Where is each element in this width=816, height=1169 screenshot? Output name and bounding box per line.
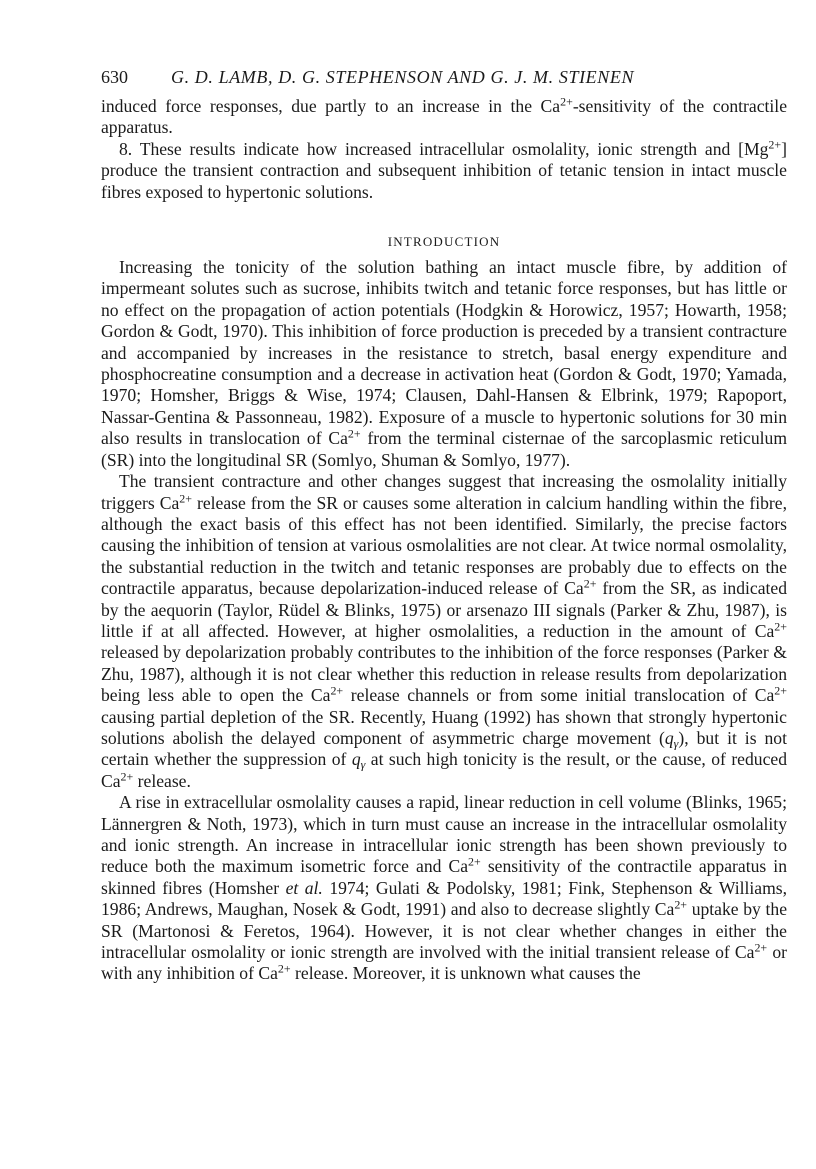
intro-paragraph-2: The transient contracture and other changes suggest that increasing the osmolality initially triggers $Ca^{2+}$ release from the SR or causes some alteration in calcium handling within the fibre, although the exact basis of this effect has not been identified. Similarly, the precise factors causing the inhibition of tension at various osmolalities are not clear. At twice normal osmolality, the substantial reduction in the twitch and tetanic responses are probably due to effects on the contractile apparatus, because depolarization-induced release of $Ca^{2+}$ from the SR, as indicated by the aequorin (Taylor, Rüdel & Blinks, 1975) or arsenazo III signals (Parker & Zhu, 1987), is little if at all affected. However, at higher osmolalities, a reduction in the amount of $Ca^{2+}$ released by depolarization probably contributes to the inhibition of the force responses (Parker & Zhu, 1987), although it is not clear whether this reduction in release results from depolarization being less able to open the $Ca^{2+}$ release channels or from some initial translocation of $Ca^{2+}$ causing partial depletion of the SR. Recently, Huang (1992) has shown that strongly hypertonic solutions abolish the delayed component of asymmetric charge movement $(q_\gamma)$, but it is not certain whether the suppression of $q_\gamma$ at such high tonicity is the result, or the cause, of reduced $Ca^{2+}$ release. — [101, 471, 787, 791]
section-heading-introduction: INTRODUCTION — [387, 234, 501, 250]
intro-paragraph-1: Increasing the tonicity of the solution bathing an intact muscle fibre, by addition of impermeant solutes such as sucrose, inhibits twitch and tetanic force responses, but has little or no effect on the propagation of action potentials (Hodgkin & Horowicz, 1957; Howarth, 1958; Gordon & Godt, 1970). This inhibition of force production is preceded by a transient contracture and accompanied by increases in the resistance to stretch, basal energy expenditure and phosphocreatine consumption and a decrease in activation heat (Gordon & Godt, 1970; Yamada, 1970; Homsher, Briggs & Wise, 1974; Clausen, Dahl-Hansen & Elbrink, 1979; Rapoport, Nassar-Gentina & Passonneau, 1982). Exposure of a muscle to hypertonic solutions for 30 min also results in translocation of $Ca^{2+}$ from the terminal cisternae of the sarcoplasmic reticulum (SR) into the longitudinal SR (Somlyo, Shuman & Somlyo, 1977). — [101, 257, 788, 470]
summary-point-8: 8. These results indicate how increased intracellular osmolality, ionic strength and $[Mg^{2+}]$ produce the transient contraction and subsequent inhibition of tetanic tension in intact muscle fibres exposed to hypertonic solutions. — [101, 137, 787, 202]
symbol-q-gamma: q — [351, 749, 361, 770]
et-al: et al. — [285, 877, 323, 898]
symbol-q-gamma: q — [664, 727, 674, 748]
summary-continuation: induced force responses, due partly to an increase in the $Ca^{2+}$-sensitivity of the contractile apparatus. — [101, 94, 788, 138]
journal-page — [101, 66, 787, 985]
running-head-authors: G. D. LAMB, D. G. STEPHENSON AND G. J. M. STIENEN — [171, 67, 635, 87]
page-number: 630 — [101, 67, 128, 87]
intro-paragraph-3: A rise in extracellular osmolality causes a rapid, linear reduction in cell volume (Blinks, 1965; Lännergren & Noth, 1973), which in turn must cause an increase in the intracellular osmolality and ionic strength. An increase in intracellular ionic strength has been shown previously to reduce both the maximum isometric force and $Ca^{2+}$ sensitivity of the contractile apparatus in skinned fibres (Homsher et al. 1974; Gulati & Podolsky, 1981; Fink, Stephenson & Williams, 1986; Andrews, Maughan, Nosek & Godt, 1991) and also to decrease slightly $Ca^{2+}$ uptake by the SR (Martonosi & Feretos, 1964). However, it is not clear whether changes in either the intracellular osmolality or ionic strength are involved with the initial transient release of $Ca^{2+}$ or with any inhibition of $Ca^{2+}$ release. Moreover, it is unknown what causes the — [101, 792, 788, 984]
running-head — [101, 66, 787, 88]
